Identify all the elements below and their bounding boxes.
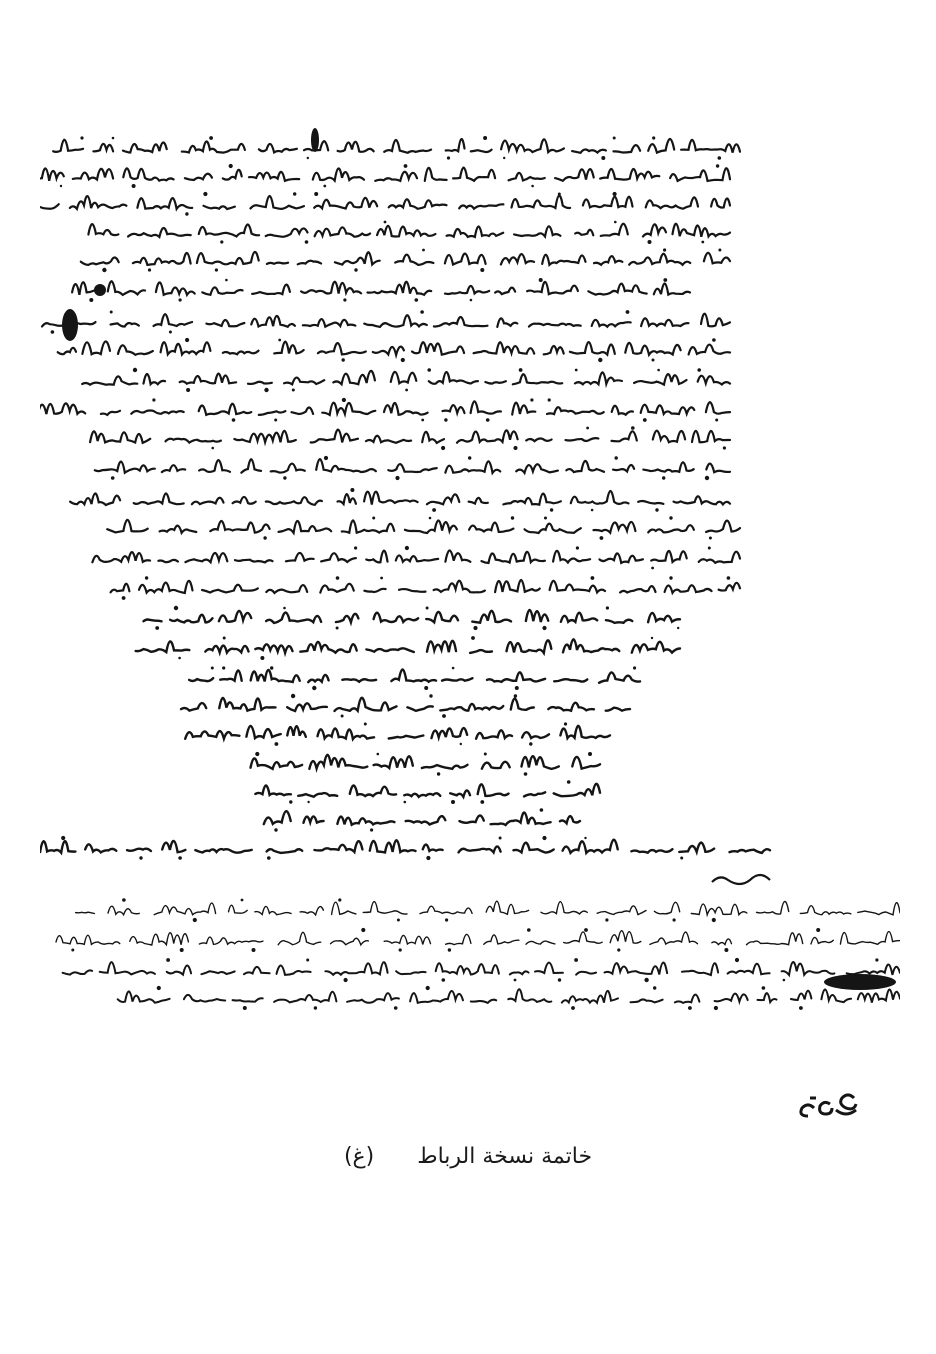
folio-number-mark (792, 1090, 872, 1126)
handwritten-arabic-text-drawing (40, 120, 900, 1040)
caption-siglum: (غ) (343, 1144, 375, 1169)
page-caption (0, 1144, 936, 1169)
caption-title: خاتمة نسخة الرباط (417, 1144, 593, 1169)
manuscript-handwriting-image (40, 120, 900, 1040)
